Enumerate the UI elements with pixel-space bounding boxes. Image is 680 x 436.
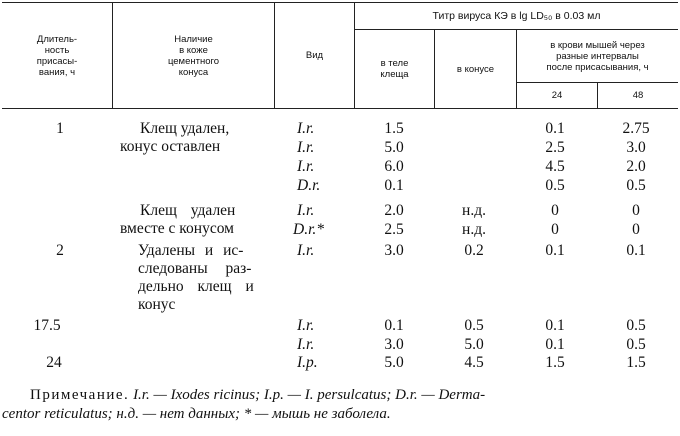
cone-titer-cell: 0.5 [464, 317, 484, 334]
tick-titer-cell: 3.0 [384, 336, 404, 353]
cone-group-text [120, 202, 270, 238]
mice-48h-cell: 0 [632, 202, 640, 219]
species-cell: I.p. [297, 354, 318, 371]
data-table [2, 2, 678, 109]
header-24h: 24 [551, 90, 563, 101]
mice-48h-cell: 3.0 [626, 139, 646, 156]
species-cell: I.r. [297, 120, 315, 137]
tick-titer-cell: 6.0 [384, 158, 404, 175]
mice-24h-cell: 0 [551, 202, 559, 219]
mice-48h-cell: 0 [632, 221, 640, 238]
header-48h: 48 [632, 90, 644, 101]
cone-group-line: Удалены и ис- [138, 242, 244, 259]
tick-titer-cell: 2.0 [384, 202, 404, 219]
mice-48h-cell: 2.0 [626, 158, 646, 175]
cone-group-line: конус [138, 296, 176, 313]
species-cell: I.r. [297, 158, 315, 175]
cone-group-text [138, 242, 266, 314]
cone-group-line: конус оставлен [120, 138, 221, 155]
footnote-line: centor reticulatus; н.д. — нет данных; * — мышь не заболела. [2, 406, 391, 422]
cone-group-line: вместе с конусом [120, 220, 234, 237]
footnote-label: Примечание. [30, 387, 130, 403]
header-cone-presence: Наличие в коже цементного конуса [167, 33, 220, 78]
duration-cell: 1 [56, 120, 64, 137]
species-cell: I.r. [297, 336, 315, 353]
mice-48h-cell: 0.5 [626, 336, 646, 353]
cone-group-text [120, 120, 270, 156]
footnote-line [30, 386, 670, 405]
tick-titer-cell: 3.0 [384, 242, 404, 259]
cone-titer-cell: 0.2 [464, 242, 484, 259]
cone-group-line: следованы раз- [138, 260, 252, 277]
cone-group-line: дельно клещ и [138, 278, 254, 295]
table-body [0, 110, 676, 380]
tick-titer-cell: 1.5 [384, 120, 404, 137]
cone-titer-cell: н.д. [462, 202, 486, 219]
footnote-text: I.r. — Ixodes ricinus; I.p. — I. persulcatus; D.r. — Derma- [133, 387, 486, 403]
tick-titer-cell: 0.1 [384, 177, 404, 194]
header-in-cone: в конусе [456, 63, 495, 75]
cone-group-line: Клещ удален, [140, 120, 230, 137]
mice-48h-cell: 2.75 [622, 120, 650, 137]
duration-cell: 17.5 [33, 317, 61, 334]
duration-cell: 24 [46, 354, 62, 371]
mice-24h-cell: 4.5 [545, 158, 565, 175]
mice-24h-cell: 0.1 [545, 336, 565, 353]
mice-48h-cell: 0.1 [626, 242, 646, 259]
cone-titer-cell: 5.0 [464, 336, 484, 353]
species-cell: D.r.* [293, 221, 325, 238]
mice-48h-cell: 1.5 [626, 354, 646, 371]
species-cell: I.r. [297, 139, 315, 156]
mice-24h-cell: 0.1 [545, 317, 565, 334]
tick-titer-cell: 0.1 [384, 317, 404, 334]
species-cell: I.r. [297, 317, 315, 334]
species-cell: D.r. [297, 177, 321, 194]
mice-24h-cell: 2.5 [545, 139, 565, 156]
mice-24h-cell: 0.1 [545, 120, 565, 137]
mice-24h-cell: 1.5 [545, 354, 565, 371]
cone-titer-cell: 4.5 [464, 354, 484, 371]
header-titer: Титр вируса КЭ в lg LD₅₀ в 0.03 мл [432, 9, 601, 22]
table-header [2, 2, 678, 109]
tick-titer-cell: 5.0 [384, 354, 404, 371]
header-in-mice: в крови мышей через разные интервалы после присасывания, ч [546, 39, 649, 73]
cone-titer-cell: н.д. [462, 221, 486, 238]
duration-cell: 2 [56, 242, 64, 259]
header-in-tick: в теле клеща [380, 58, 409, 80]
mice-24h-cell: 0.5 [545, 177, 565, 194]
mice-24h-cell: 0.1 [545, 242, 565, 259]
mice-48h-cell: 0.5 [626, 317, 646, 334]
tick-titer-cell: 5.0 [384, 139, 404, 156]
mice-48h-cell: 0.5 [626, 177, 646, 194]
cone-group-line: Клещ удален [140, 202, 236, 219]
species-cell: I.r. [297, 202, 315, 219]
tick-titer-cell: 2.5 [384, 221, 404, 238]
species-cell: I.r. [297, 242, 315, 259]
header-duration: Длитель- ность присасы- вания, ч [36, 33, 78, 78]
header-species: Вид [305, 50, 324, 61]
table-footnote [2, 386, 670, 424]
mice-24h-cell: 0 [551, 221, 559, 238]
